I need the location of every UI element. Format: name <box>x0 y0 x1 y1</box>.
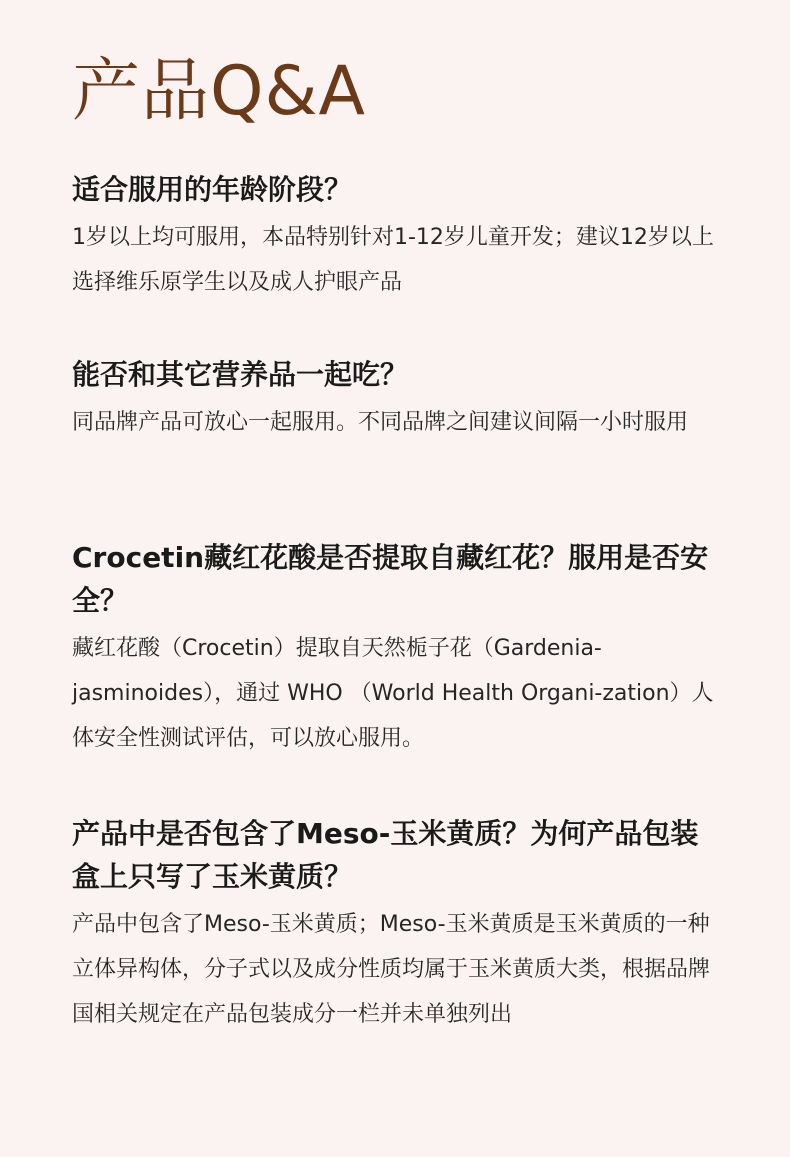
answer-text: 产品中包含了Meso-玉米黄质；Meso-玉米黄质是玉米黄质的一种立体异构体，分子式以及成分性质均属于玉米黄质大类，根据品牌国相关规定在产品包装成分一栏并未单独列出 <box>72 912 711 1027</box>
question-text: Crocetin藏红花酸是否提取自藏红花？服用是否安全？ <box>72 541 709 617</box>
question-text: 能否和其它营养品一起吃？ <box>72 358 409 391</box>
qa-item-age <box>72 168 722 305</box>
answer-text: 同品牌产品可放心一起服用。不同品牌之间建议间隔一小时服用 <box>72 410 689 435</box>
qa-item-combination <box>72 353 722 445</box>
answer-text: 1岁以上均可服用，本品特别针对1-12岁儿童开发；建议12岁以上选择维乐原学生以及成人护眼产品 <box>72 225 714 295</box>
answer-text: 藏红花酸（Crocetin）提取自天然栀子花（Gardenia-jasminoides），通过 WHO （World Health Organi-zation）人体安全性测试评估，可以放心服用。 <box>72 636 714 751</box>
question-text: 适合服用的年龄阶段？ <box>72 173 353 206</box>
qa-item-meso-zeaxanthin <box>72 812 722 1037</box>
question-text: 产品中是否包含了Meso-玉米黄质？为何产品包装盒上只写了玉米黄质？ <box>72 817 699 893</box>
qa-item-crocetin <box>72 536 722 761</box>
page-title: 产品Q&A <box>72 52 367 131</box>
